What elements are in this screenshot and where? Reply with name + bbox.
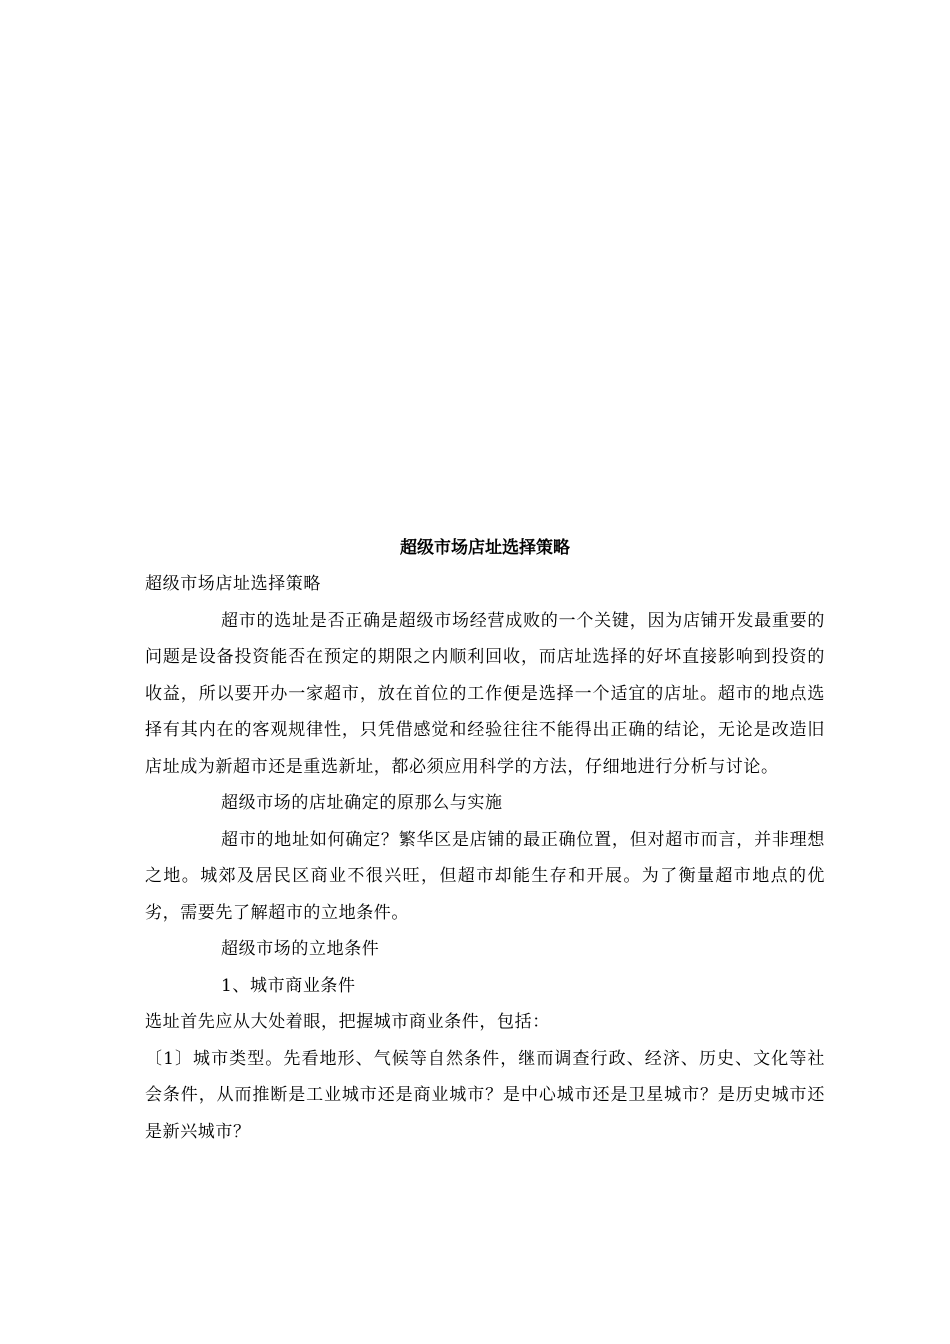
paragraph-city-commerce-intro: 选址首先应从大处着眼，把握城市商业条件，包括： bbox=[145, 1012, 550, 1032]
paragraph-heading-city-commerce: 1、城市商业条件 bbox=[221, 975, 356, 996]
paragraph-intro: 超市的选址是否正确是超级市场经营成败的一个关键，因为店铺开发最重要的问题是设备投资能否在预定的期限之内顺利回收，而店址选择的好坏直接影响到投资的收益，所以要开办一家超市，放在首位的工作便是选择一个适宜的店址。超市的地点选择有其内在的客观规律性，只凭借感觉和经验往往不能得出正确的结论，无论是改造旧店址成为新超市还是重选新址，都必须应用科学的方法，仔细地进行分析与讨论。 bbox=[145, 610, 825, 777]
paragraph-location: 超市的地址如何确定？繁华区是店铺的最正确位置，但对超市而言，并非理想之地。城郊及居民区商业不很兴旺，但超市却能生存和开展。为了衡量超市地点的优劣，需要先了解超市的立地条件。 bbox=[145, 829, 825, 923]
paragraph-heading-conditions: 超级市场的立地条件 bbox=[221, 939, 380, 959]
document-title: 超级市场店址选择策略 bbox=[400, 538, 570, 558]
paragraph-heading-principles: 超级市场的店址确定的原那么与实施 bbox=[221, 793, 503, 813]
paragraph-subtitle: 超级市场店址选择策略 bbox=[145, 574, 321, 594]
paragraph-city-type: 〔1〕城市类型。先看地形、气候等自然条件，继而调查行政、经济、历史、文化等社会条件，从而推断是工业城市还是商业城市？是中心城市还是卫星城市？是历史城市还是新兴城市？ bbox=[145, 1048, 825, 1142]
document-body bbox=[145, 530, 825, 1150]
